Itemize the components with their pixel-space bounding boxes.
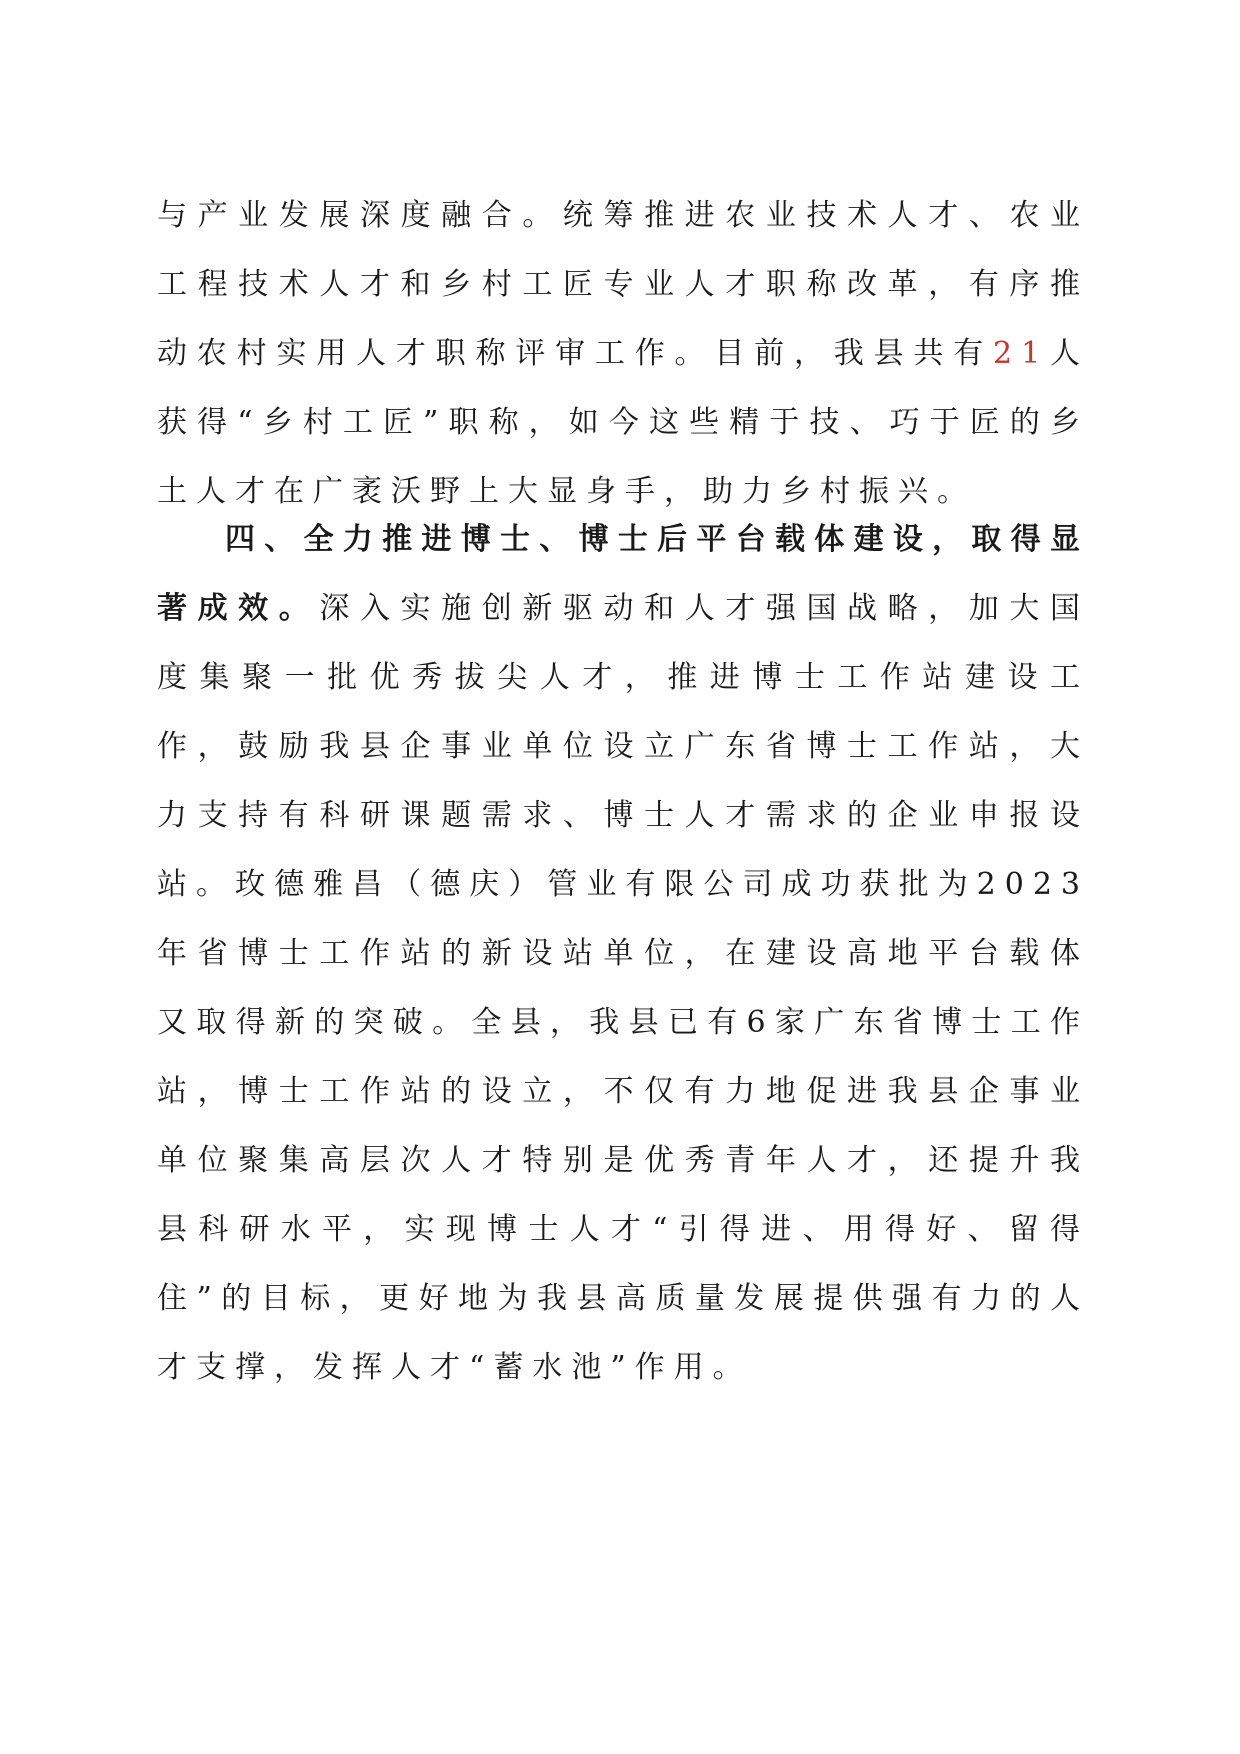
section-heading: 四、全力推进博士、博士后平台载体建设，取得显著成效。 [157, 522, 1089, 626]
paragraph-body-text: 深入实施创新驱动和人才强国战略，加大国度集聚一批优秀拔尖人才，推进博士工作站建设工作，鼓励我县企事业单位设立广东省博士工作站，大力支持有科研课题需求、博士人才需求的企业申报设站。玫德雅昌（德庆）管业有限公司成功获批为2023年省博士工作站的新设站单位，在建设高地平台载体又取得新的突破。全县，我县已有6家广东省博士工作站，博士工作站的设立，不仅有力地促进我县企事业单位聚集高层次人才特别是优秀青年人才，还提升我县科研水平，实现博士人才“引得进、用得好、留得住”的目标，更好地为我县高质量发展提供强有力的人才支撑，发挥人才“蓄水池”作用。 [157, 591, 1090, 1385]
paragraph-text-before: 与产业发展深度融合。统筹推进农业技术人才、农业工程技术人才和乡村工匠专业人才职称改革，有序推动农村实用人才职称评审工作。目前，我县共有 [157, 198, 1089, 371]
paragraph-doctoral-workstations [157, 505, 1089, 1402]
paragraph-rural-craftsmen [157, 181, 1089, 526]
craftsmen-count: 21 [993, 336, 1050, 371]
paragraph-text-after: 人获得“乡村工匠”职称，如今这些精于技、巧于匠的乡土人才在广袤沃野上大显身手，助力乡村振兴。 [157, 336, 1090, 509]
